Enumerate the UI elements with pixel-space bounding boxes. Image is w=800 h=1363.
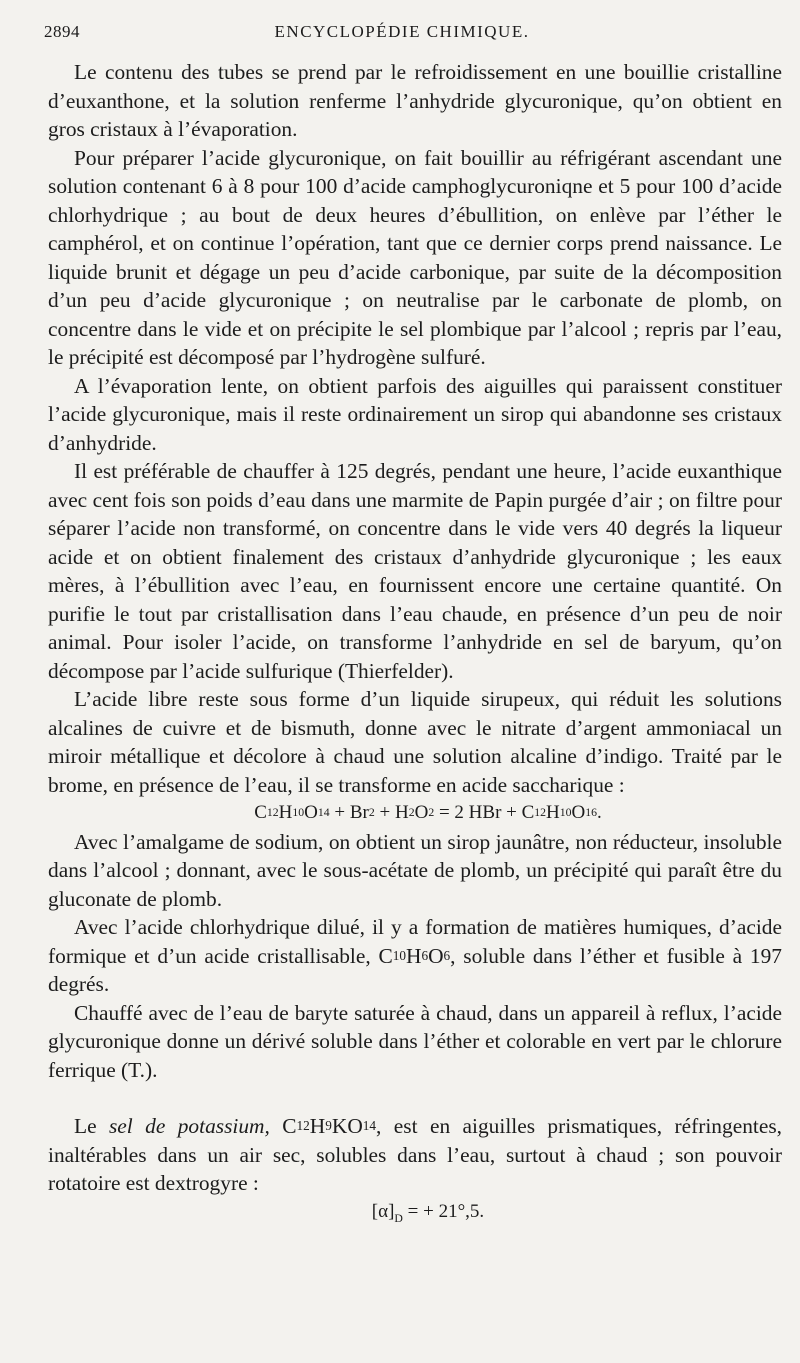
paragraph: Avec l’amalgame de sodium, on obtient un sirop jaunâtre, non réducteur, insoluble dans l’alcool ; donnant, avec le sous-acétate de plomb, un précipité qui paraît être du gluconate de plomb.	[48, 829, 782, 911]
paragraph-potassium-salt: Le sel de potassium, $C^{12}H^9KO^{14}$, est en aiguilles prismatiques, réfringentes, inaltérables dans un air sec, solubles dans l’eau, surtout à chaud ; son pouvoir rotatoire est dextrogyre :	[48, 1114, 782, 1195]
paragraph: A l’évaporation lente, on obtient parfois des aiguilles qui paraissent constituer l’acide glycuronique, mais il reste ordinairement un sirop qui abandonne ses cristaux d’anhydride.	[48, 373, 782, 455]
page-number: 2894	[44, 22, 80, 41]
section-gap	[48, 1084, 782, 1112]
chemical-equation: $C^{12}H^{10}O^{14} + Br^2 + H^2O^2 = 2$ HBr + $C^{12}H^{10}O^{16}$.	[254, 802, 602, 823]
paragraph: Avec l’acide chlorhydrique dilué, il y a formation de matières humiques, d’acide formique et d’un acide cristallisable, $C^{10}H^6O^6$, soluble dans l’éther et fusible à 197 degrés.	[48, 915, 782, 996]
paragraph: Le contenu des tubes se prend par le refroidissement en une bouillie cristalline d’euxanthone, et la solution renferme l’anhydride glycuronique, qu’on obtient en gros cristaux à l’évaporation.	[48, 60, 782, 141]
paragraph: Il est préférable de chauffer à 125 degrés, pendant une heure, l’acide euxanthique avec cent fois son poids d’eau dans une marmite de Papin purgée d’air ; on filtre pour séparer l’acide non transformé, on concentre dans le vide vers 40 degrés la liqueur acide et on obtient finalement des cristaux d’anhydride glycuronique ; les eaux mères, à l’ébullition avec l’eau, en fournissent encore une certaine quantité. On purifie le tout par cristallisation dans l’eau chaude, en présence d’un peu de noir animal. Pour isoler l’acide, on transforme l’anhydride en sel de baryum, qu’on décompose par l’acide sulfurique (Thierfelder).	[48, 459, 782, 683]
paragraph: Chauffé avec de l’eau de baryte saturée à chaud, dans un appareil à reflux, l’acide glycuronique donne un dérivé soluble dans l’éther et colorable en vert par le chlorure ferrique (T.).	[48, 1000, 782, 1082]
italic-heading: sel de potassium,	[108, 1114, 270, 1138]
rotation-formula: $[\alpha]_D$ = + 21°,5.	[371, 1200, 485, 1225]
paragraph: Pour préparer l’acide glycuronique, on fait bouillir au réfrigérant ascendant une solution contenant 6 à 8 pour 100 d’acide camphoglycuroniqne et 5 pour 100 d’acide chlorhydrique ; au bout de deux heures d’ébullition, on enlève par l’éther le camphérol, et on continue l’opération, tant que ce dernier corps prend naissance. Le liquide brunit et dégage un peu d’acide carbonique, par suite de la décomposition d’un peu d’acide glycuronique ; on neutralise par le carbonate de plomb, on concentre dans le vide et on précipite le sel plombique par l’alcool ; repris par l’eau, le précipité est décomposé par l’hydrogène sulfuré.	[48, 145, 782, 369]
running-title: ENCYCLOPÉDIE CHIMIQUE.	[274, 22, 530, 41]
page-header	[44, 22, 760, 52]
paragraph: L’acide libre reste sous forme d’un liquide sirupeux, qui réduit les solutions alcalines de cuivre et de bismuth, donne avec le nitrate d’argent ammoniacal un miroir métallique et décolore à chaud une solution alcaline d’indigo. Traité par le brome, en présence de l’eau, il se transforme en acide saccharique :	[48, 687, 782, 797]
body-text	[48, 58, 782, 1226]
